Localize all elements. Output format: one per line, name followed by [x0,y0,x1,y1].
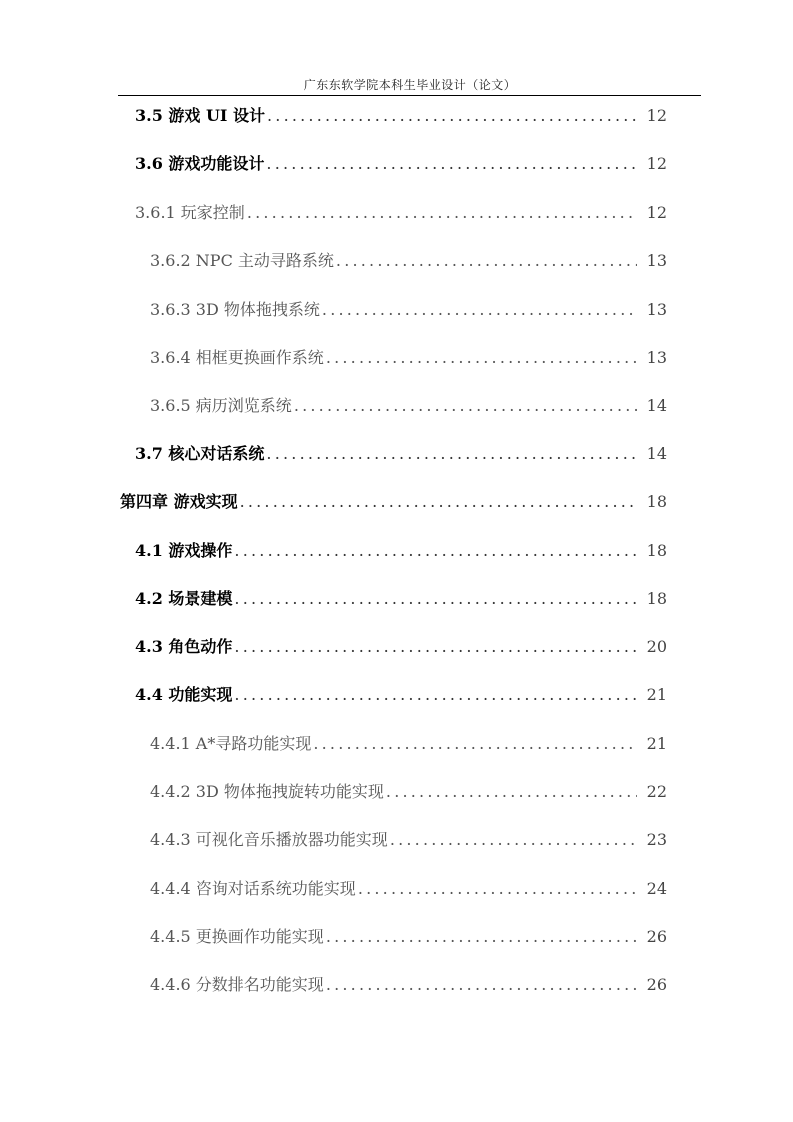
toc-entry-3-6-1[interactable] [135,201,667,225]
toc-entry-page: 22 [646,782,667,801]
toc-entry-label: 第四章 游戏实现 [120,492,238,511]
dot-leader [326,346,637,370]
toc-entry-label: 4.4.6 分数排名功能实现 [150,975,324,994]
toc-entry-label: 3.6.5 病历浏览系统 [150,396,292,415]
toc-entry-page: 24 [646,879,667,898]
dot-leader [322,298,637,322]
toc-entry-label: 3.6.3 3D 物体拖拽系统 [150,300,320,319]
dot-leader [313,732,637,756]
toc-entry-label: 4.4.2 3D 物体拖拽旋转功能实现 [150,782,384,801]
dot-leader [234,683,637,707]
toc-entry-label: 3.6.4 相框更换画作系统 [150,348,324,367]
toc-entry-4-4-2[interactable] [150,780,667,804]
toc-entry-page: 13 [646,300,667,319]
toc-entry-4-4-3[interactable] [150,828,667,852]
toc-entry-label: 4.4 功能实现 [135,685,233,704]
dot-leader [267,104,637,128]
toc-entry-page: 23 [646,830,667,849]
dot-leader [358,877,637,901]
toc-entry-4-2[interactable] [135,587,667,611]
toc-entry-4-3[interactable] [135,635,667,659]
dot-leader [234,635,637,659]
toc-entry-page: 18 [646,541,667,560]
toc-entry-3-5[interactable] [135,104,667,128]
toc-entry-page: 20 [646,637,667,656]
toc-entry-3-6-4[interactable] [150,346,667,370]
toc-entry-page: 21 [646,734,667,753]
toc-entry-4-4[interactable] [135,683,667,707]
toc-entry-page: 12 [646,154,667,173]
toc-entry-3-6-2[interactable] [150,249,667,273]
toc-entry-4-4-5[interactable] [150,925,667,949]
dot-leader [326,925,637,949]
page-header: 广东东软学院本科生毕业设计（论文） [303,78,517,92]
toc-entry-3-6-5[interactable] [150,394,667,418]
header-rule [118,95,701,96]
dot-leader [266,152,637,176]
toc-entry-label: 4.4.5 更换画作功能实现 [150,927,324,946]
dot-leader [234,539,637,563]
dot-leader [240,490,637,514]
toc-entry-page: 21 [646,685,667,704]
toc-entry-3-7[interactable] [135,442,667,466]
dot-leader [336,249,637,273]
toc-entry-4-4-1[interactable] [150,732,667,756]
dot-leader [234,587,637,611]
toc-entry-page: 18 [646,492,667,511]
toc-entry-label: 3.5 游戏 UI 设计 [135,106,265,125]
toc-entry-label: 4.2 场景建模 [135,589,233,608]
toc-entry-4-4-4[interactable] [150,877,667,901]
dot-leader [386,780,637,804]
dot-leader [390,828,637,852]
toc-entry-label: 4.3 角色动作 [135,637,233,656]
toc-entry-label: 3.6.1 玩家控制 [135,203,245,222]
dot-leader [247,201,637,225]
toc-entry-label: 3.7 核心对话系统 [135,444,265,463]
dot-leader [326,973,637,997]
toc-entry-page: 14 [646,444,667,463]
toc-entry-page: 26 [646,975,667,994]
toc-entry-label: 3.6.2 NPC 主动寻路系统 [150,251,334,270]
toc-entry-3-6[interactable] [135,152,667,176]
toc-entry-label: 3.6 游戏功能设计 [135,154,265,173]
dot-leader [266,442,637,466]
toc-entry-label: 4.1 游戏操作 [135,541,233,560]
toc-entry-page: 12 [646,106,667,125]
dot-leader [294,394,637,418]
toc-entry-3-6-3[interactable] [150,298,667,322]
toc-entry-label: 4.4.3 可视化音乐播放器功能实现 [150,830,388,849]
toc-entry-label: 4.4.1 A*寻路功能实现 [150,734,312,753]
toc-entry-page: 12 [646,203,667,222]
toc-entry-4-4-6[interactable] [150,973,667,997]
toc-entry-4-1[interactable] [135,539,667,563]
toc-entry-page: 18 [646,589,667,608]
toc-entry-page: 13 [646,348,667,367]
toc-entry-chapter-4[interactable] [120,490,667,514]
toc-entry-page: 14 [646,396,667,415]
toc-entry-page: 26 [646,927,667,946]
toc-entry-page: 13 [646,251,667,270]
toc-entry-label: 4.4.4 咨询对话系统功能实现 [150,879,356,898]
